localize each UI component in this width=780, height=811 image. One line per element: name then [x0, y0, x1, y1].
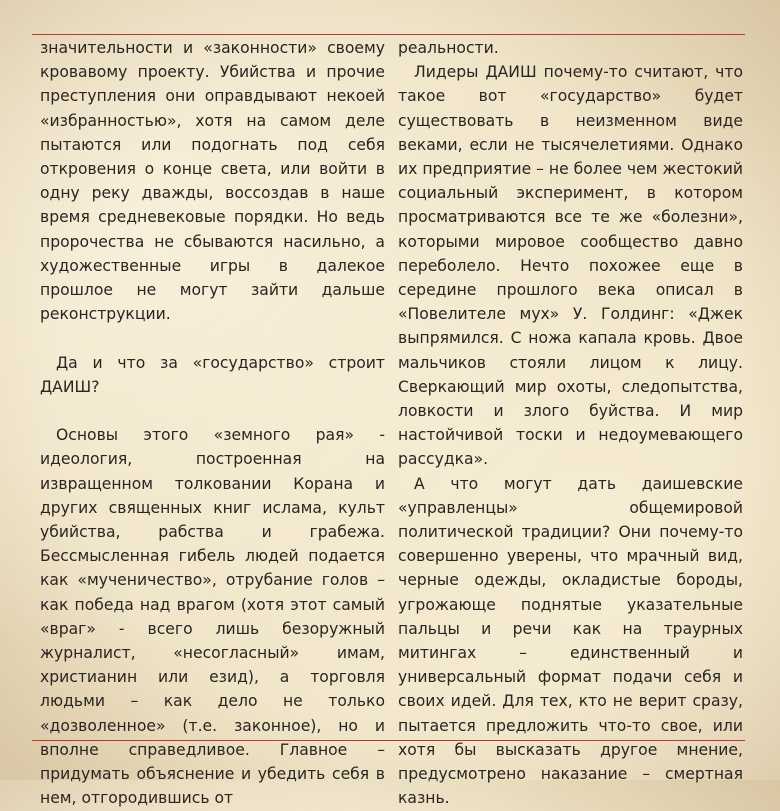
paragraph: Да и что за «государство» строит ДАИШ?: [40, 353, 385, 396]
bottom-divider-line: [32, 740, 745, 741]
top-divider-line: [32, 34, 745, 35]
paragraph: значительности и «законности» своему кровавому проекту. Убийства и прочие преступления они оправдывают некоей «избранностью», хотя на самом деле пытаются или подогнать под себя откровения о конце света, или войти в одну реку дважды, воссоздав в наше время средневековые порядки. Но ведь пророчества не сбываются насильно, а художественные игры в далекое прошлое не могут зайти дальше реконструкции.: [40, 39, 385, 324]
left-text-column: [40, 36, 385, 810]
paragraph: Основы этого «земного рая» - идеология, построенная на извращенном толковании Корана и других священных книг ислама, культ убийства, рабства и грабежа. Бессмысленная гибель людей подается как «мученичество», отрубание голов – как победа над врагом (хотя этот самый «враг» - всего лишь безоружный журналист, «несогласный» имам, христианин или езид), а торговля людьми – как дело не только «дозволенное» (т.е. законное), но и вполне справедливое. Главное – придумать объяснение и убедить себя в нем, отгородившись от: [40, 426, 385, 808]
paragraph: А что могут дать даишевские «управленцы» общемировой политической традиции? Они почему-то совершенно уверены, что мрачный вид, черные одежды, окладистые бороды, угрожающе поднятые указательные пальцы и речи как на траурных митингах – единственный и универсальный формат подачи себя и своих идей. Для тех, кто не верит сразу, пытается предложить что-то свое, или хотя бы высказать другое мнение, предусмотрено наказание – смертная казнь.: [398, 474, 743, 808]
right-text-column: [398, 36, 743, 811]
paragraph: Лидеры ДАИШ почему-то считают, что такое вот «государство» будет существовать в неизменном виде веками, если не тысячелетиями. Однако их предприятие – не более чем жестокий социальный эксперимент, в котором просматриваются все те же «болезни», которыми мировое сообщество давно переболело. Нечто похожее еще в середине прошлого века описал в «Повелителе мух» У. Голдинг: «Джек выпрямился. С ножа капала кровь. Двое мальчиков стояли лицом к лицу. Сверкающий мир охоты, следопытства, ловкости и злого буйства. И мир настойчивой тоски и недоумевающего рассудка».: [398, 63, 743, 469]
paragraph: реальности.: [398, 39, 499, 57]
